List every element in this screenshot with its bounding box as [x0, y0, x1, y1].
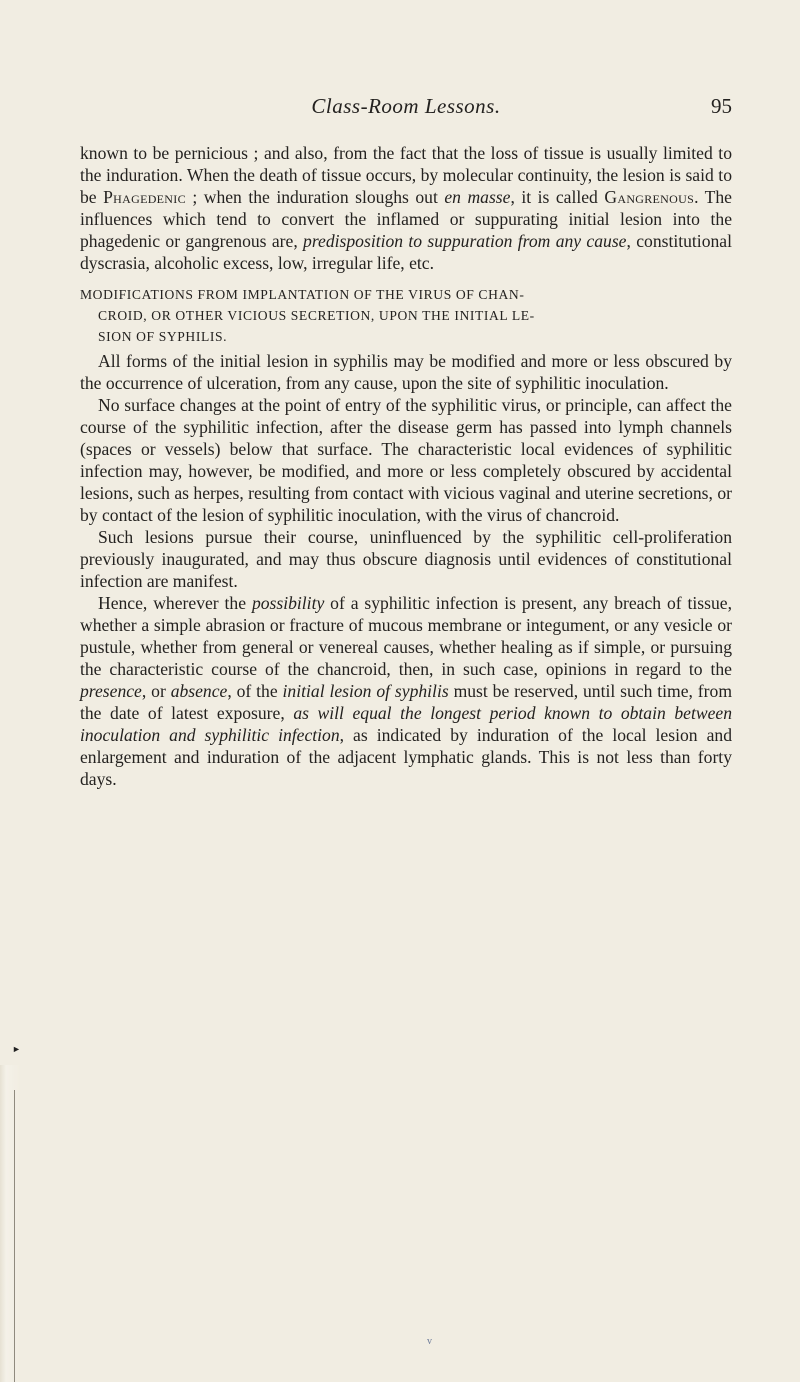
section-heading — [80, 284, 732, 347]
italic-possibility: possibility — [251, 593, 325, 613]
italic-en-masse: en masse — [444, 187, 511, 207]
section-heading-line-2: CROID, OR OTHER VICIOUS SECRETION, UPON THE INITIAL LE- — [98, 308, 535, 323]
paragraph-1: known to be pernicious ; and also, from the fact that the loss of tissue is usually limited to the induration. When the death of tissue occurs, by molecular continuity, the lesion is said to be Phagedenic ; when the induration sloughs out en masse, it is called Gangrenous. The influences which tend to convert the inflamed or suppurating initial lesion into the phagedenic or gangrenous are, predisposition to suppuration from any cause, constitutional dyscrasia, alcoholic excess, low, irregular life, etc. — [80, 143, 732, 273]
paragraph-2: All forms of the initial lesion in syphilis may be modified and more or less obscured by the occurrence of ulceration, from any cause, upon the site of syphilitic inoculation. — [80, 351, 732, 393]
body-text — [80, 142, 732, 790]
term-phagedenic: Phagedenic — [103, 187, 186, 207]
paragraph-5: Hence, wherever the possibility of a syphilitic infection is present, any breach of tissue, whether a simple abrasion or fracture of mucous membrane or integument, or any vesicle or pustule, whether from general or venereal causes, whether healing as if simple, or pursuing the characteristic course of the chancroid, then, in such case, opinions in regard to the presence, or absence, of the initial lesion of syphilis must be reserved, until such time, from the date of latest exposure, as will equal the longest period known to obtain between inoculation and syphilitic infection, as indicated by induration of the local lesion and enlargement and induration of the adjacent lymphatic glands. This is not less than forty days. — [80, 593, 732, 789]
italic-initial-lesion: initial lesion of syphilis — [282, 681, 449, 701]
paragraph-3: No surface changes at the point of entry of the syphilitic virus, or principle, can affect the course of the syphilitic infection, after the disease germ has passed into lymph channels (spaces or vessels) below that surface. The characteristic local evidences of syphilitic infection may, however, be modified, and more or less completely obscured by accidental lesions, such as herpes, resulting from contact with vicious vaginal and uterine secretions, or by contact of the lesion of syphilitic inoculation, with the virus of chancroid. — [80, 395, 732, 525]
page-header — [80, 94, 732, 122]
italic-absence: absence — [170, 681, 228, 701]
italic-presence: presence — [80, 681, 142, 701]
page-edge-shadow — [0, 1065, 20, 1382]
section-heading-line-3: SION OF SYPHILIS. — [98, 329, 228, 344]
term-gangrenous: Gangrenous — [604, 187, 695, 207]
page-number: 95 — [711, 94, 732, 118]
section-heading-line-1: MODIFICATIONS FROM IMPLANTATION OF THE VIRUS OF CHAN- — [80, 287, 525, 302]
italic-predisposition: predisposition to suppuration from any cause — [303, 231, 627, 251]
page-edge-line — [14, 1090, 15, 1382]
italic-longest-period: as will equal the longest period known to obtain between inoculation and syphilitic infection — [80, 703, 732, 745]
paragraph-4: Such lesions pursue their course, uninfluenced by the syphilitic cell-proliferation previously inaugurated, and may thus obscure diagnosis until evidences of constitutional infection are manifest. — [80, 527, 732, 591]
running-title: Class-Room Lessons. — [311, 94, 501, 118]
tick-mark: v — [427, 1336, 432, 1347]
margin-arrow-mark: ► — [12, 1044, 21, 1054]
